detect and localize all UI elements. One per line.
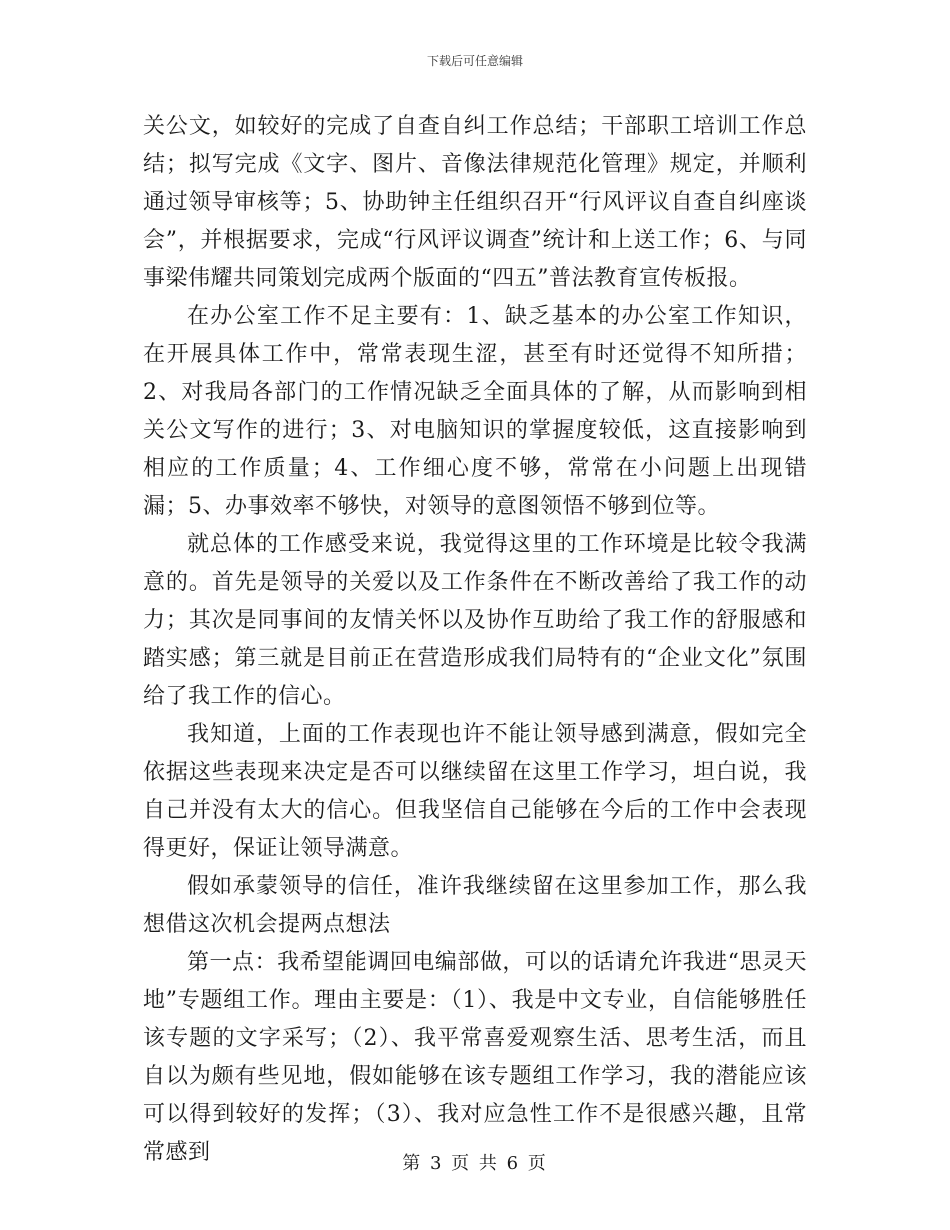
paragraph-shortcomings: 在办公室工作不足主要有：1、缺乏基本的办公室工作知识，在开展具体工作中，常常表现生涩，甚至有时还觉得不知所措；2、对我局各部门的工作情况缺乏全面具体的了解，从而影响到相关公文写作的进行；3、对电脑知识的掌握度较低，这直接影响到相应的工作质量；4、工作细心度不够，常常在小问题上出现错漏；5、办事效率不够快，对领导的意图领悟不够到位等。 — [143, 304, 807, 519]
paragraph-proposal-intro: 假如承蒙领导的信任，准许我继续留在这里参加工作，那么我想借这次机会提两点想法 — [143, 874, 807, 937]
paragraph-confidence: 我知道，上面的工作表现也许不能让领导感到满意，假如完全依据这些表现来决定是否可以继续留在这里工作学习，坦白说，我自己并没有太大的信心。但我坚信自己能够在今后的工作中会表现得更好，保证让领导满意。 — [143, 722, 807, 861]
paragraph-overall-feeling: 就总体的工作感受来说，我觉得这里的工作环境是比较令我满意的。首先是领导的关爱以及工作条件在不断改善给了我工作的动力；其次是同事间的友情关怀以及协作互助给了我工作的舒服感和踏实感；第三就是目前正在营造形成我们局特有的“企业文化”氛围给了我工作的信心。 — [143, 532, 807, 709]
document-body — [143, 108, 807, 1172]
page-header: 下载后可任意编辑 — [426, 54, 523, 68]
page-number-footer: 第 3 页 共 6 页 — [402, 1153, 548, 1174]
paragraph-continuation: 关公文，如较好的完成了自查自纠工作总结；干部职工培训工作总结；拟写完成《文字、图片、音像法律规范化管理》规定，并顺利通过领导审核等；5、协助钟主任组织召开“行风评议自查自纠座谈会”，并根据要求，完成“行风评议调查”统计和上送工作；6、与同事梁伟耀共同策划完成两个版面的“四五”普法教育宣传板报。 — [143, 114, 807, 291]
paragraph-first-point: 第一点：我希望能调回电编部做，可以的话请允许我进“思灵天地”专题组工作。理由主要是：（1）、我是中文专业，自信能够胜任该专题的文字采写；（2）、我平常喜爱观察生活、思考生活，而且自以为颇有些见地，假如能够在该专题组工作学习，我的潜能应该可以得到较好的发挥；（3）、我对应急性工作不是很感兴趣，且常常感到 — [143, 950, 807, 1165]
